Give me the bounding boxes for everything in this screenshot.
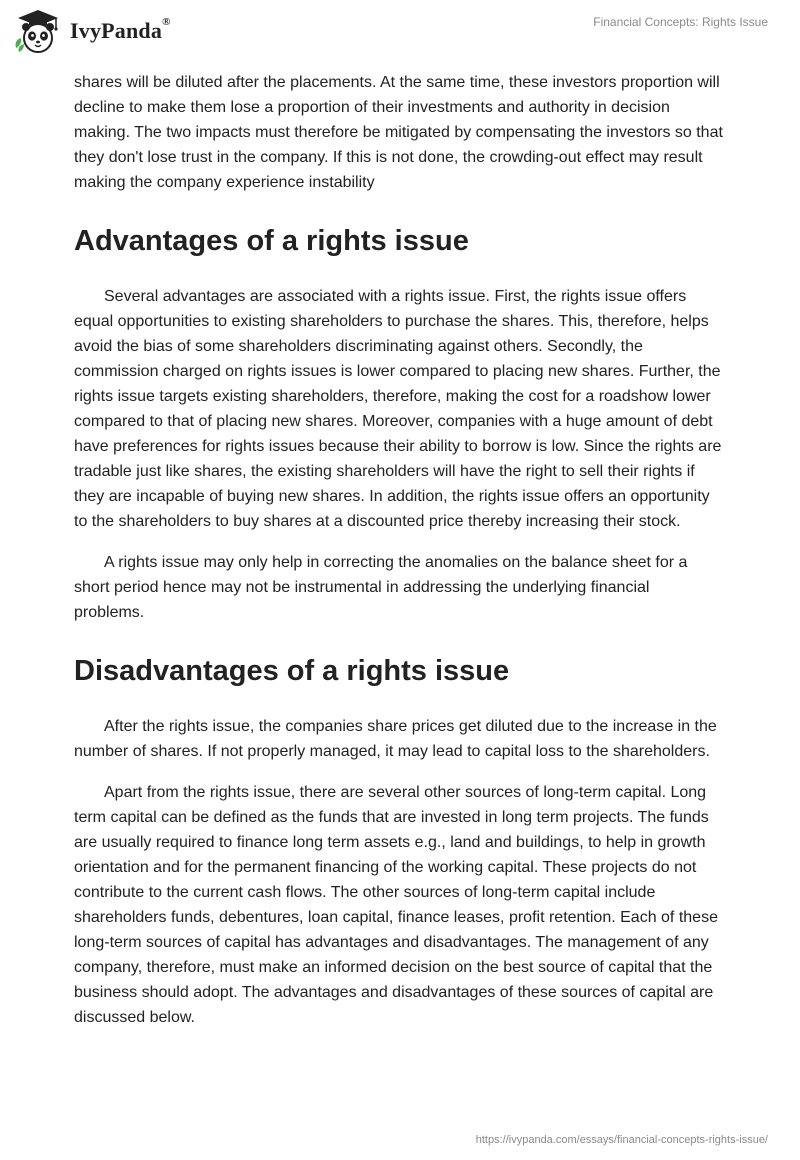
article-body [74,70,724,1046]
advantages-heading: Advantages of a rights issue [74,225,469,257]
disadvantages-paragraph-2: Apart from the rights issue, there are several other sources of long-term capital. Long term capital can be defined as the funds that are invested in long term projects. The funds are usually required to finance long term assets e.g., land and buildings, to help in growth orientation and for the permanent financing of the working capital. These projects do not contribute to the current cash flows. The other sources of long-term capital include shareholders funds, debentures, loan capital, finance leases, profit retention. Each of these long-term sources of capital has advantages and disadvantages. The management of any company, therefore, must make an informed decision on the best source of capital that the business should adopt. The advantages and disadvantages of these sources of capital are discussed below. [74,784,718,1026]
panda-logo-icon [12,8,64,54]
document-title: Financial Concepts: Rights Issue [593,15,768,29]
source-url[interactable]: https://ivypanda.com/essays/financial-concepts-rights-issue/ [475,1134,768,1146]
disadvantages-heading: Disadvantages of a rights issue [74,655,510,687]
advantages-paragraph-1: Several advantages are associated with a rights issue. First, the rights issue offers equal opportunities to existing shareholders to purchase the shares. This, therefore, helps avoid the bias of some shareholders discriminating against others. Secondly, the commission charged on rights issues is lower compared to placing new shares. Further, the rights issue targets existing shareholders, therefore, making the cost for a roadshow lower compared to that of placing new shares. Moreover, companies with a huge amount of debt have preferences for rights issues because their ability to borrow is low. Since the rights are tradable just like shares, the existing shareholders will have the right to sell their rights if they are incapable of buying new shares. In addition, the rights issue offers an opportunity to the shareholders to buy shares at a discounted price thereby increasing their stock. [74,288,722,530]
intro-paragraph: shares will be diluted after the placements. At the same time, these investors proportion will decline to make them lose a proportion of their investments and authority in decision making. The two impacts must therefore be mitigated by compensating the investors so that they don't lose trust in the company. If this is not done, the crowding-out effect may result making the company experience instability [74,74,723,191]
disadvantages-paragraph-1: After the rights issue, the companies share prices get diluted due to the increase in the number of shares. If not properly managed, it may lead to capital loss to the shareholders. [74,718,717,760]
brand-name: IvyPanda® [70,16,171,43]
page-header [0,0,800,70]
advantages-paragraph-2: A rights issue may only help in correcting the anomalies on the balance sheet for a short period hence may not be instrumental in addressing the underlying financial problems. [74,554,688,621]
ivypanda-logo[interactable] [12,8,171,54]
